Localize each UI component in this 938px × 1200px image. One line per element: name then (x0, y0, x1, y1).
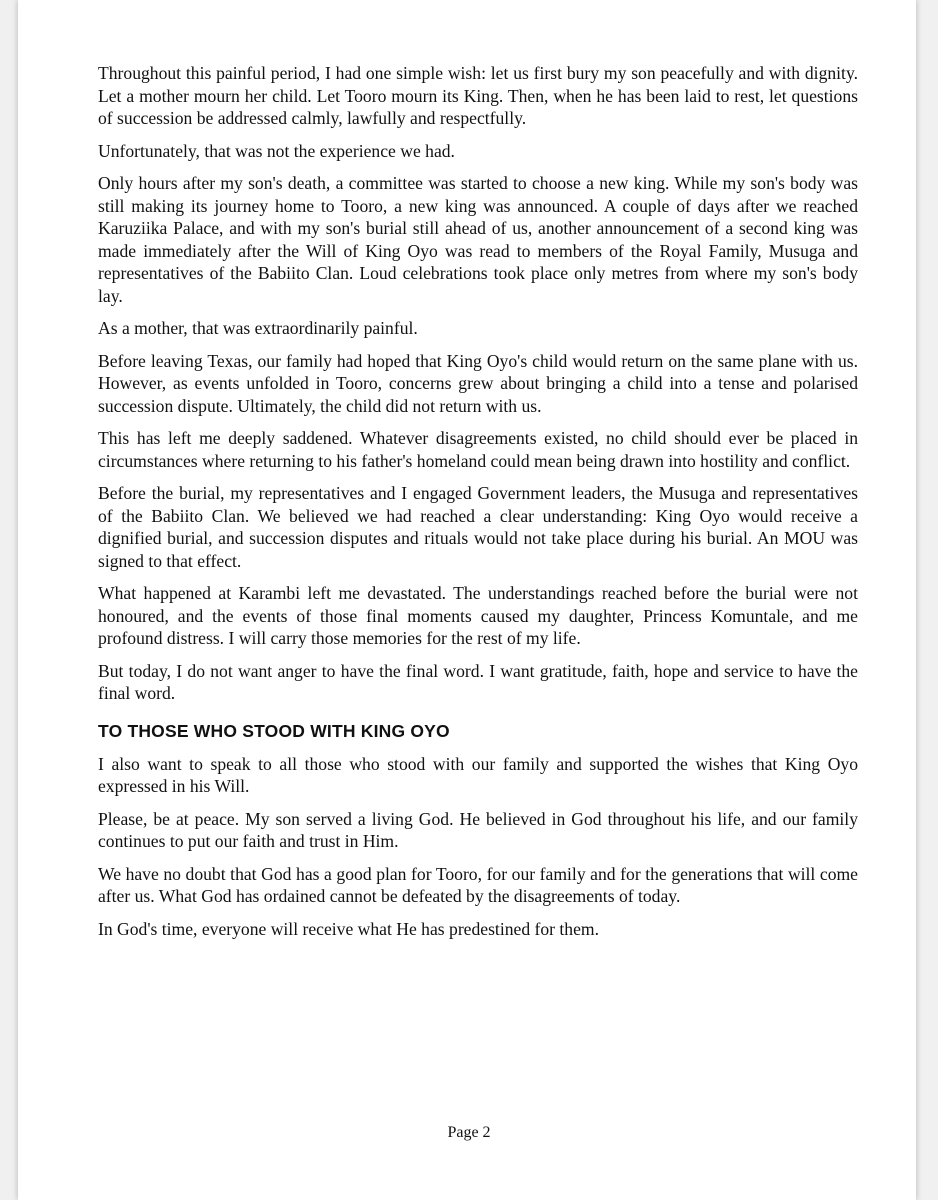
section-heading: TO THOSE WHO STOOD WITH KING OYO (98, 720, 450, 741)
page-number: Page 2 (447, 1124, 491, 1141)
paragraph-be-at-peace: Please, be at peace. My son served a living God. He believed in God throughout his life, and our family continues to put our faith and trust in Him. (98, 808, 858, 851)
paragraph-final-word: But today, I do not want anger to have the final word. I want gratitude, faith, hope and service to have the final word. (98, 660, 858, 703)
paragraph-as-a-mother: As a mother, that was extraordinarily painful. (98, 318, 418, 338)
document-page (18, 0, 916, 1200)
paragraph-painful-period: Throughout this painful period, I had one simple wish: let us first bury my son peacefully and with dignity. Let a mother mourn her child. Let Tooro mourn its King. Then, when he has been laid to rest, let questions of succession be addressed calmly, lawfully and respectfully. (98, 63, 858, 128)
paragraph-deeply-saddened: This has left me deeply saddened. Whatever disagreements existed, no child should ever be placed in circumstances where returning to his father's homeland could mean being drawn into hostility and conflict. (98, 428, 858, 471)
paragraph-leaving-texas: Before leaving Texas, our family had hoped that King Oyo's child would return on the same plane with us. However, as events unfolded in Tooro, concerns grew about bringing a child into a tense and polarised succession dispute. Ultimately, the child did not return with us. (98, 350, 858, 416)
paragraph-stood-with-family: I also want to speak to all those who stood with our family and supported the wishes that King Oyo expressed in his Will. (98, 753, 858, 796)
paragraph-hours-after-death: Only hours after my son's death, a committee was started to choose a new king. While my son's body was still making its journey home to Tooro, a new king was announced. A couple of days after we reached Karuziika Palace, and with my son's burial still ahead of us, another announcement of a second king was made immediately after the Will of King Oyo was read to members of the Royal Family, Musuga and representatives of the Babiito Clan. Loud celebrations took place only metres from where my son's body lay. (98, 173, 858, 306)
paragraph-karambi: What happened at Karambi left me devastated. The understandings reached before the burial were not honoured, and the events of those final moments caused my daughter, Princess Komuntale, and me profound distress. I will carry those memories for the rest of my life. (98, 583, 858, 648)
paragraph-good-plan: We have no doubt that God has a good plan for Tooro, for our family and for the generations that will come after us. What God has ordained cannot be defeated by the disagreements of today. (98, 863, 858, 906)
document-body (98, 62, 858, 950)
paragraph-gods-time: In God's time, everyone will receive what He has predestined for them. (98, 918, 600, 939)
paragraph-unfortunately: Unfortunately, that was not the experience we had. (98, 140, 455, 161)
paragraph-before-burial: Before the burial, my representatives and I engaged Government leaders, the Musuga and representatives of the Babiito Clan. We believed we had reached a clear understanding: King Oyo would receive a dignified burial, and succession disputes and rituals would not take place during his burial. An MOU was signed to that effect. (98, 483, 858, 571)
